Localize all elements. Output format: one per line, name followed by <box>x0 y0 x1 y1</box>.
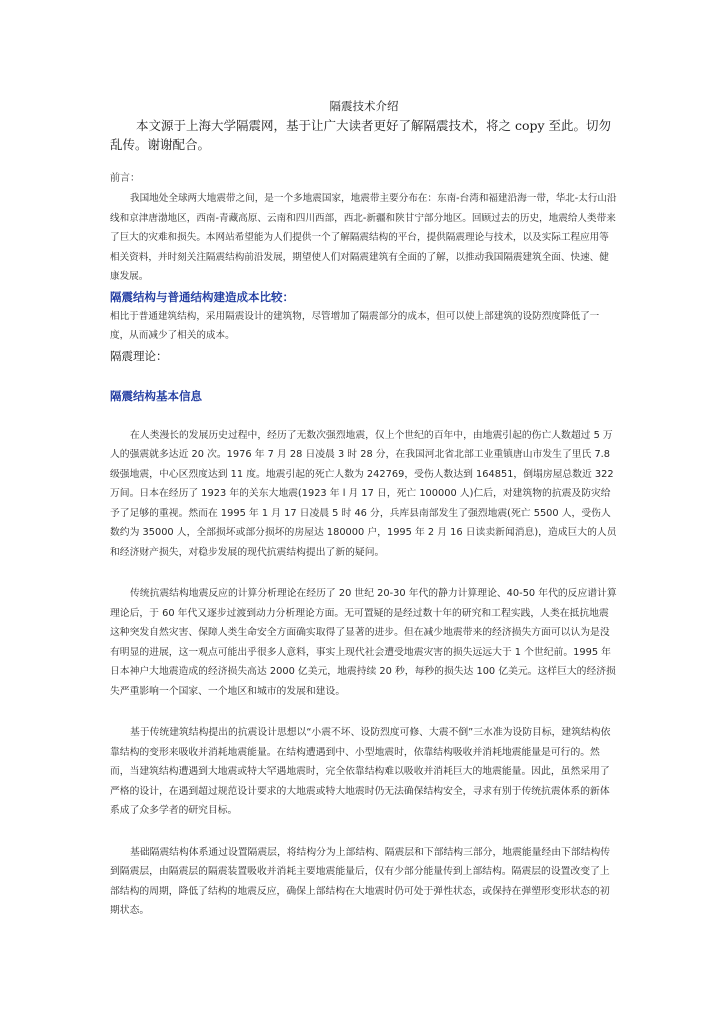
preface-label: 前言： <box>110 173 140 184</box>
body-paragraph-2: 传统抗震结构地震反应的计算分析理论在经历了 20 世纪 20-30 年代的静力计算理论、40-50 年代的反应谱计算理论后，于 60 年代又逐步过渡到动力分析理论方面。无可置疑的是经过数十年的研究和工程实践，人类在抵抗地震这种突发自然灾害、保障人类生命安全方面确实取得了显著的进步。但在减少地震带来的经济损失方面可以认为是没有明显的进展，这一观点可能出乎很多人意料，事实上现代社会遭受地震灾害的损失远远大于 1 个世纪前。1995 年日本神户大地震造成的经济损失高达 2000 亿美元，地震持续 20 秒，每秒的损失达 100 亿美元。这样巨大的经济损失严重影响一个国家、一个地区和城市的发展和建设。 <box>110 588 617 697</box>
basic-info-heading: 隔震结构基本信息 <box>110 388 202 403</box>
document-title: 隔震技术介绍 <box>329 99 399 113</box>
body-paragraph-4: 基础隔震结构体系通过设置隔震层，将结构分为上部结构、隔震层和下部结构三部分，地震能量经由下部结构传到隔震层，由隔震层的隔震装置吸收并消耗主要地震能量后，仅有少部分能量传到上部结构。隔震层的设置改变了上部结构的周期，降低了结构的地震反应，确保上部结构在大地震时仍可处于弹性状态，或保持在弹塑形变形状态的初期状态。 <box>110 846 611 916</box>
body-paragraph-3: 基于传统建筑结构提出的抗震设计思想以“小震不坏、设防烈度可修、大震不倒”三水准为设防目标，建筑结构依靠结构的变形来吸收并消耗地震能量。在结构遭遇到中、小型地震时，依靠结构吸收并消耗地震能量是可行的。然而，当建筑结构遭遇到大地震或特大罕遇地震时，完全依靠结构难以吸收并消耗巨大的地震能量。因此，虽然采用了严格的设计，在遇到超过规范设计要求的大地震或特大地震时仍无法确保结构安全，寻求有别于传统抗震体系的新体系成了众多学者的研究目标。 <box>110 727 611 816</box>
cost-comparison-heading: 隔震结构与普通结构建造成本比较： <box>110 289 294 304</box>
intro-paragraph: 本文源于上海大学隔震网，基于让广大读者更好了解隔震技术，将之 copy 至此。切勿乱传。谢谢配合。 <box>110 118 612 152</box>
body-paragraph-1: 在人类漫长的发展历史过程中，经历了无数次强烈地震，仅上个世纪的百年中，由地震引起的伤亡人数超过 5 万人的强震就多达近 20 次。1976 年 7 月 28 日凌晨 3 时 28 分，在我国河北省北部工业重镇唐山市发生了里氏 7.8 级强地震，中心区烈度达到 11 度。地震引起的死亡人数为 242769，受伤人数达到 164851，倒塌房屋总数近 322 万间。日本在经历了 1923 年的关东大地震(1923 年 l 月 17 日，死亡 100000 人)仁后，对建筑物的抗震及防灾给予了足够的重视。然而在 1995 年 1 月 17 日凌晨 5 时 46 分，兵库县南部发生了强烈地震(死亡 5500 人，受伤人数约为 35000 人，全部损坏或部分损坏的房屋达 180000 户，1995 年 2 月 16 日读卖新闻消息)，造成巨大的人员和经济财产损失，对稳步发展的现代抗震结构提出了新的疑问。 <box>110 429 617 558</box>
preface-paragraph: 我国地处全球两大地震带之间，是一个多地震国家，地震带主要分布在：东南-台湾和福建沿海一带，华北-太行山沿线和京津唐渤地区，西南-青藏高原、云南和四川西部，西北-新疆和陕甘宁部分地区。回顾过去的历史，地震给人类带来了巨大的灾难和损失。本网站希望能为人们提供一个了解隔震结构的平台，提供隔震理论与技术，以及实际工程应用等相关资料，并时刻关注隔震结构前沿发展，期望使人们对隔震建筑有全面的了解，以推动我国隔震建筑全面、快速、健康发展。 <box>110 193 617 282</box>
theory-heading: 隔震理论： <box>110 348 168 363</box>
document-page <box>110 98 618 921</box>
cost-comparison-paragraph: 相比于普通建筑结构，采用隔震设计的建筑物，尽管增加了隔震部分的成本，但可以使上部建筑的设防烈度降低了一度，从而减少了相关的成本。 <box>110 310 600 341</box>
